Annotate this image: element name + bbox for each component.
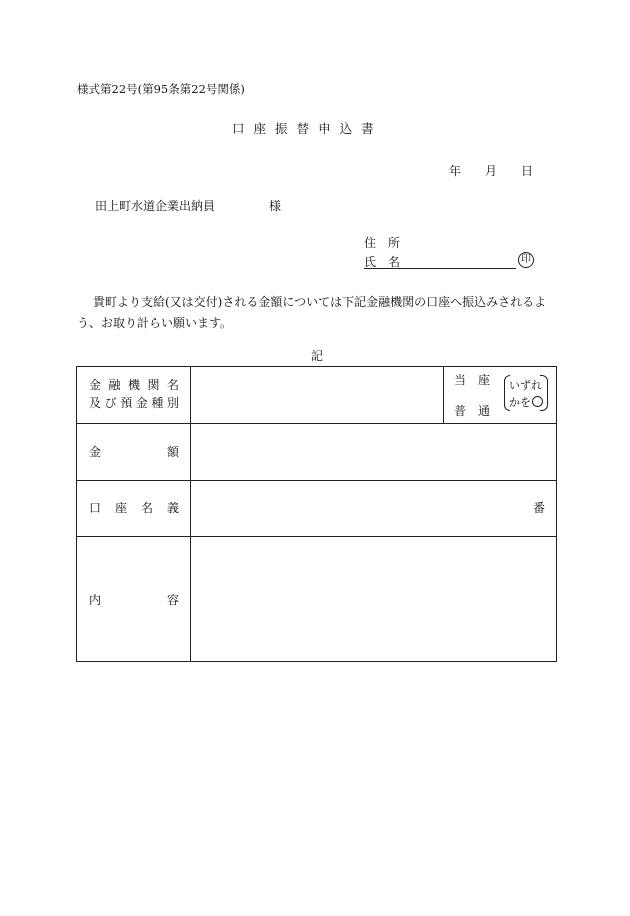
- ki-heading: 記: [311, 349, 324, 363]
- toza-option[interactable]: 当 座: [454, 373, 491, 387]
- title-char: 口: [232, 121, 245, 136]
- account-name-label: 口 座 名 義: [89, 501, 179, 515]
- choose-note-line1: いずれ: [509, 379, 542, 392]
- seal-mark: 印: [518, 252, 534, 268]
- addressee: 田上町水道企業出納員: [95, 199, 216, 213]
- document-title: [232, 123, 383, 136]
- title-char: 込: [339, 121, 353, 136]
- transfer-form-table: [76, 366, 557, 662]
- month-label: 月: [485, 164, 498, 178]
- futsu-option[interactable]: 普 通: [454, 404, 491, 418]
- account-number-suffix: 番: [533, 501, 546, 515]
- year-label: 年: [449, 164, 462, 178]
- form-number: 様式第22号(第95条第22号関係): [77, 82, 245, 96]
- address-label: 住 所: [364, 236, 401, 250]
- signature-line[interactable]: [364, 268, 516, 269]
- title-char: 座: [253, 121, 267, 136]
- amount-label: 金 額: [89, 445, 179, 459]
- account-name-field[interactable]: [191, 481, 556, 535]
- day-label: 日: [521, 164, 534, 178]
- name-label: 氏 名: [364, 255, 401, 269]
- title-char: 書: [361, 121, 374, 136]
- content-label: 内 容: [89, 593, 179, 607]
- content-field[interactable]: [191, 537, 556, 661]
- request-text: 貴町より支給(又は交付)される金額については下記金融機関の口座へ振込みされるよう、お取り計らい願います。: [77, 295, 547, 330]
- circle-mark-icon: [532, 396, 543, 407]
- title-char: 申: [318, 121, 331, 136]
- choose-note-line2: かを: [509, 396, 543, 408]
- title-char: 替: [296, 121, 310, 136]
- honorific: 様: [269, 199, 282, 213]
- deposit-type-label: 及 び 預 金 種 別: [89, 396, 179, 410]
- column-divider: [443, 367, 444, 423]
- bank-name-label: 金 融 機 関 名: [89, 378, 179, 392]
- amount-field[interactable]: [191, 424, 556, 479]
- title-char: 振: [275, 121, 288, 136]
- bank-name-field[interactable]: [191, 368, 442, 422]
